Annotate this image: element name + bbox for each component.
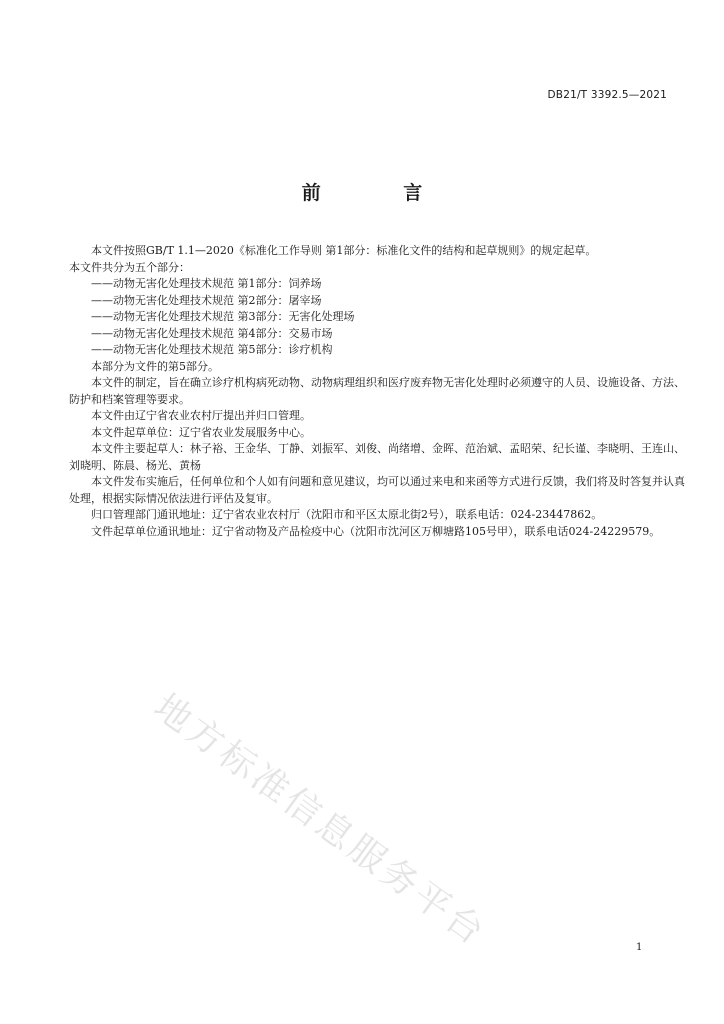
list-item-part-2: ——动物无害化处理技术规范 第2部分：屠宰场 (91, 293, 322, 307)
paragraph-parts-intro: 本文件共分为五个部分： (69, 260, 190, 274)
document-code: DB21/T 3392.5—2021 (547, 89, 667, 101)
paragraph-purpose: 本文件的制定，旨在确立诊疗机构病死动物、动物病理组织和医疗废弃物无害化处理时必须遵守的人员、设施设备、方法、防护和档案管理等要求。 (69, 376, 685, 406)
list-item-part-1: ——动物无害化处理技术规范 第1部分：饲养场 (91, 277, 322, 290)
watermark: 地方标准信息服务平台 (146, 686, 494, 955)
page-number: 1 (636, 942, 643, 953)
foreword-body (69, 243, 685, 540)
list-item-part-5: ——动物无害化处理技术规范 第5部分：诊疗机构 (91, 343, 333, 356)
list-item-part-3: ——动物无害化处理技术规范 第3部分：无害化处理场 (91, 310, 355, 323)
paragraph-feedback: 本文件发布实施后，任何单位和个人如有问题和意见建议，均可以通过来电和来函等方式进行反馈，我们将及时答复并认真处理，根据实际情况依法进行评估及复审。 (69, 475, 685, 505)
page-title: 前 言 (301, 182, 461, 204)
paragraph-drafting-basis: 本文件按照GB/T 1.1—2020《标准化工作导则 第1部分：标准化文件的结构和起草规则》的规定起草。 (91, 244, 597, 257)
paragraph-drafters: 本文件主要起草人：林子裕、王金华、丁静、刘振军、刘俊、尚绪增、金晖、范治斌、孟昭荣、纪长谨、李晓明、王连山、刘晓明、陈晨、杨光、黄杨 (69, 442, 685, 472)
paragraph-proposer: 本文件由辽宁省农业农村厅提出并归口管理。 (91, 409, 311, 422)
paragraph-this-part: 本部分为文件的第5部分。 (91, 359, 219, 373)
paragraph-authority-address: 归口管理部门通讯地址：辽宁省农业农村厅（沈阳市和平区太原北街2号），联系电话：024-23447862。 (91, 508, 603, 521)
paragraph-drafting-unit: 本文件起草单位：辽宁省农业发展服务中心。 (91, 425, 311, 439)
list-item-part-4: ——动物无害化处理技术规范 第4部分：交易市场 (91, 326, 333, 340)
paragraph-drafter-address: 文件起草单位通讯地址：辽宁省动物及产品检疫中心（沈阳市沈河区万柳塘路105号甲），联系电话024-24229579。 (91, 524, 661, 538)
